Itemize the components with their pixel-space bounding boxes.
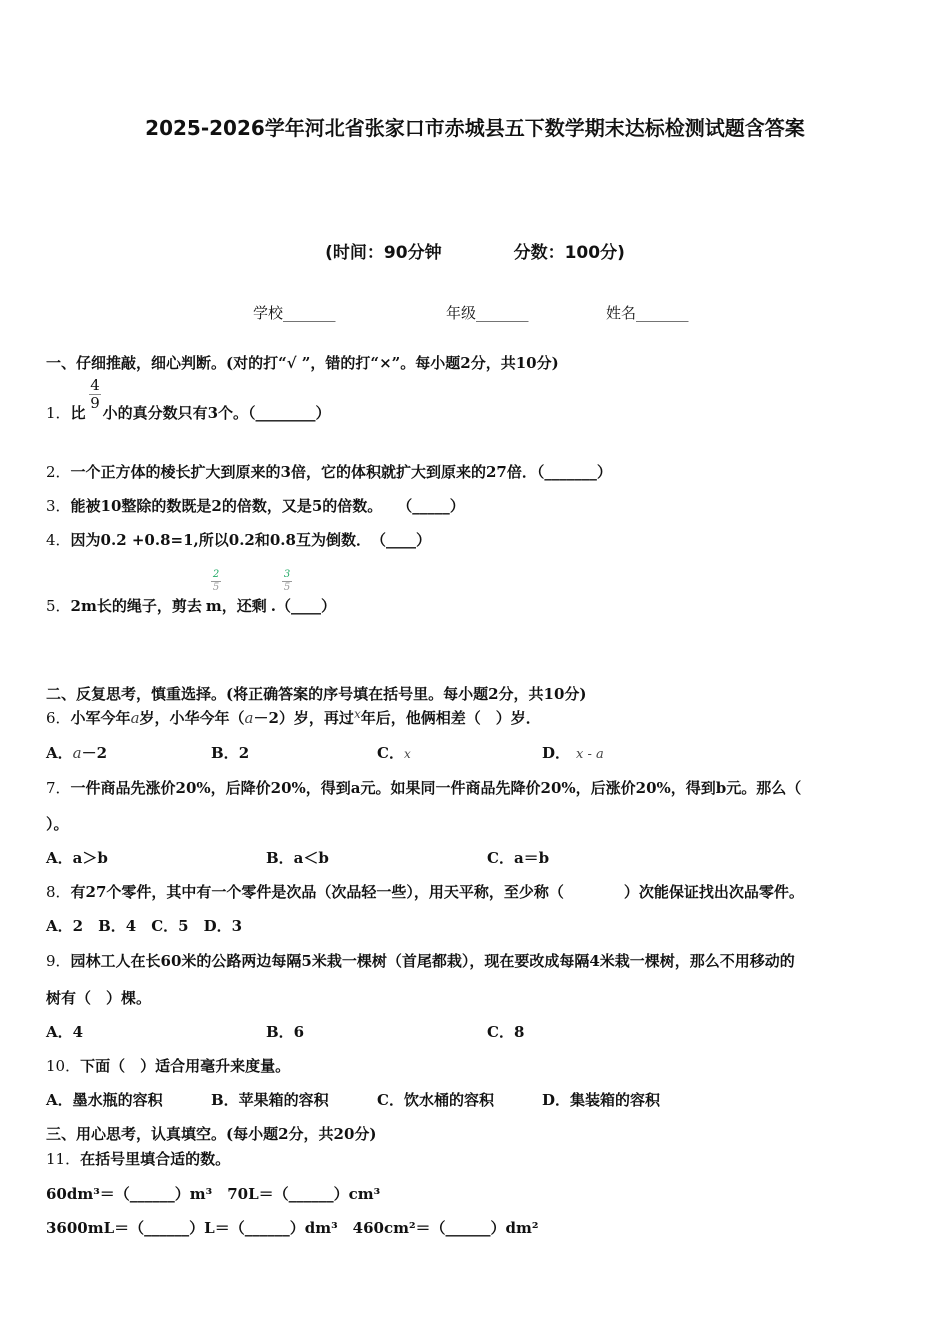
question-text: 比 <box>70 404 86 422</box>
question-text: 在括号里填合适的数。 <box>80 1150 231 1168</box>
expression-x-minus-a: x - a <box>576 747 604 762</box>
question-number: 10． <box>46 1057 81 1075</box>
question-text: 因为0.2 +0.8=1,所以0.2和0.8互为倒数． （____） <box>70 531 431 549</box>
school-field[interactable]: 学校_______ <box>253 304 336 322</box>
question-number: 9． <box>46 952 71 970</box>
fill-in-row-2[interactable]: 3600mL＝（______）L＝（______）dm³ 460cm²＝（______）dm² <box>46 1219 539 1237</box>
section2-heading: 二、反复思考，慎重选择。(将正确答案的序号填在括号里。每小题2分，共10分) <box>46 685 587 703</box>
question-10 <box>46 1055 290 1076</box>
question-2 <box>46 461 612 482</box>
variable-a: a <box>244 709 254 727</box>
question-4 <box>46 529 431 550</box>
fraction-four-ninths <box>89 378 101 411</box>
question-text: .（____） <box>270 597 336 615</box>
question-number: 11． <box>46 1150 81 1168</box>
section1-heading: 一、仔细推敲，细心判断。(对的打“√ ”，错的打“×”。每小题2分，共10分) <box>46 354 559 372</box>
fraction-numerator: 2 <box>212 569 220 580</box>
question-text: 一个正方体的棱长扩大到原来的3倍，它的体积就扩大到原来的27倍．（_______） <box>70 463 612 481</box>
variable-a: a <box>130 709 140 727</box>
section3-heading: 三、用心思考，认真填空。(每小题2分，共20分) <box>46 1125 377 1143</box>
question-text: 小的真分数只有3个。（________） <box>102 404 331 422</box>
question-6 <box>46 707 541 728</box>
question-text: 岁，小华今年（ <box>139 709 245 727</box>
fill-in-row-1[interactable]: 60dm³＝（______）m³ 70L＝（______）cm³ <box>46 1185 381 1203</box>
option-a[interactable]: A．a＞b <box>46 849 108 867</box>
option-label: D． <box>542 744 571 762</box>
question-number: 5． <box>46 597 71 615</box>
option-a[interactable] <box>46 742 107 763</box>
question-text: 下面（ ）适合用毫升来度量。 <box>80 1057 291 1075</box>
question-3 <box>46 495 465 516</box>
option-label: C． <box>377 744 404 762</box>
option-b[interactable]: B．6 <box>266 1023 305 1041</box>
exam-subtitle <box>0 238 950 263</box>
question-5 <box>46 595 336 616</box>
grade-field[interactable]: 年级_______ <box>446 304 529 322</box>
question-text: 能被10整除的数既是2的倍数，又是5的倍数。 （_____） <box>70 497 465 515</box>
option-b[interactable]: B．苹果箱的容积 <box>211 1091 329 1109</box>
options-row[interactable]: A．2 B．4 C．5 D．3 <box>46 917 243 935</box>
option-label: A． <box>46 744 73 762</box>
question-text: 小军今年 <box>70 709 131 727</box>
fraction-numerator: 4 <box>90 376 100 394</box>
option-b[interactable]: B．a＜b <box>266 849 329 867</box>
question-text: 有27个零件，其中有一个零件是次品（次品轻一些），用天平称，至少称（ ）次能保证找出次品零件。 <box>70 883 804 901</box>
question-number: 6． <box>46 709 71 727</box>
document-title: 2025-2026学年河北省张家口市赤城县五下数学期末达标检测试题含答案 <box>145 116 805 140</box>
question-number: 8． <box>46 883 71 901</box>
question-7-continued: ）。 <box>46 815 69 833</box>
variable-x: x <box>403 747 411 761</box>
fraction-denominator: 5 <box>212 582 220 593</box>
question-9-continued: 树有（ ）棵。 <box>46 989 152 1007</box>
fraction-three-fifths <box>282 570 292 593</box>
question-number: 3． <box>46 497 71 515</box>
question-text: 一件商品先涨价20%，后降价20%，得到a元。如果同一件商品先降价20%，后涨价20%，得到b元。那么（ <box>70 779 802 797</box>
fraction-denominator: 5 <box>283 582 291 593</box>
fraction-denominator: 9 <box>90 394 100 412</box>
question-text: 园林工人在长60米的公路两边每隔5米栽一棵树（首尾都栽），现在要改成每隔4米栽一棵树，那么不用移动的 <box>70 952 795 970</box>
question-11 <box>46 1148 230 1169</box>
question-number: 2． <box>46 463 71 481</box>
question-7 <box>46 777 801 798</box>
question-text: 年后，他俩相差（ ）岁． <box>360 709 541 727</box>
option-a[interactable]: A．4 <box>46 1023 84 1041</box>
question-text: m，还剩 <box>205 597 267 615</box>
option-text: －2 <box>81 744 108 762</box>
exam-time: (时间：90分钟 <box>325 243 442 263</box>
option-b[interactable] <box>211 742 249 763</box>
variable-a: a <box>72 744 82 762</box>
variable-x: x <box>353 707 361 721</box>
option-c[interactable]: C．饮水桶的容积 <box>377 1091 494 1109</box>
question-8 <box>46 881 804 902</box>
fraction-two-fifths <box>211 570 221 593</box>
question-9 <box>46 950 795 971</box>
question-number: 7． <box>46 779 71 797</box>
option-c[interactable]: C．a＝b <box>487 849 550 867</box>
name-field[interactable]: 姓名_______ <box>606 304 689 322</box>
option-d[interactable]: D．集装箱的容积 <box>542 1091 661 1109</box>
option-a[interactable]: A．墨水瓶的容积 <box>46 1091 163 1109</box>
option-d[interactable] <box>542 742 604 763</box>
fraction-numerator: 3 <box>283 569 291 580</box>
question-number: 1． <box>46 404 71 422</box>
option-c[interactable] <box>377 742 411 763</box>
question-text: －2）岁，再过 <box>253 709 354 727</box>
option-label: B． <box>211 744 239 762</box>
option-c[interactable]: C．8 <box>487 1023 525 1041</box>
question-number: 4． <box>46 531 71 549</box>
option-text: 2 <box>238 744 250 762</box>
exam-score: 分数：100分) <box>513 243 625 263</box>
question-text: 2m长的绳子，剪去 <box>70 597 202 615</box>
